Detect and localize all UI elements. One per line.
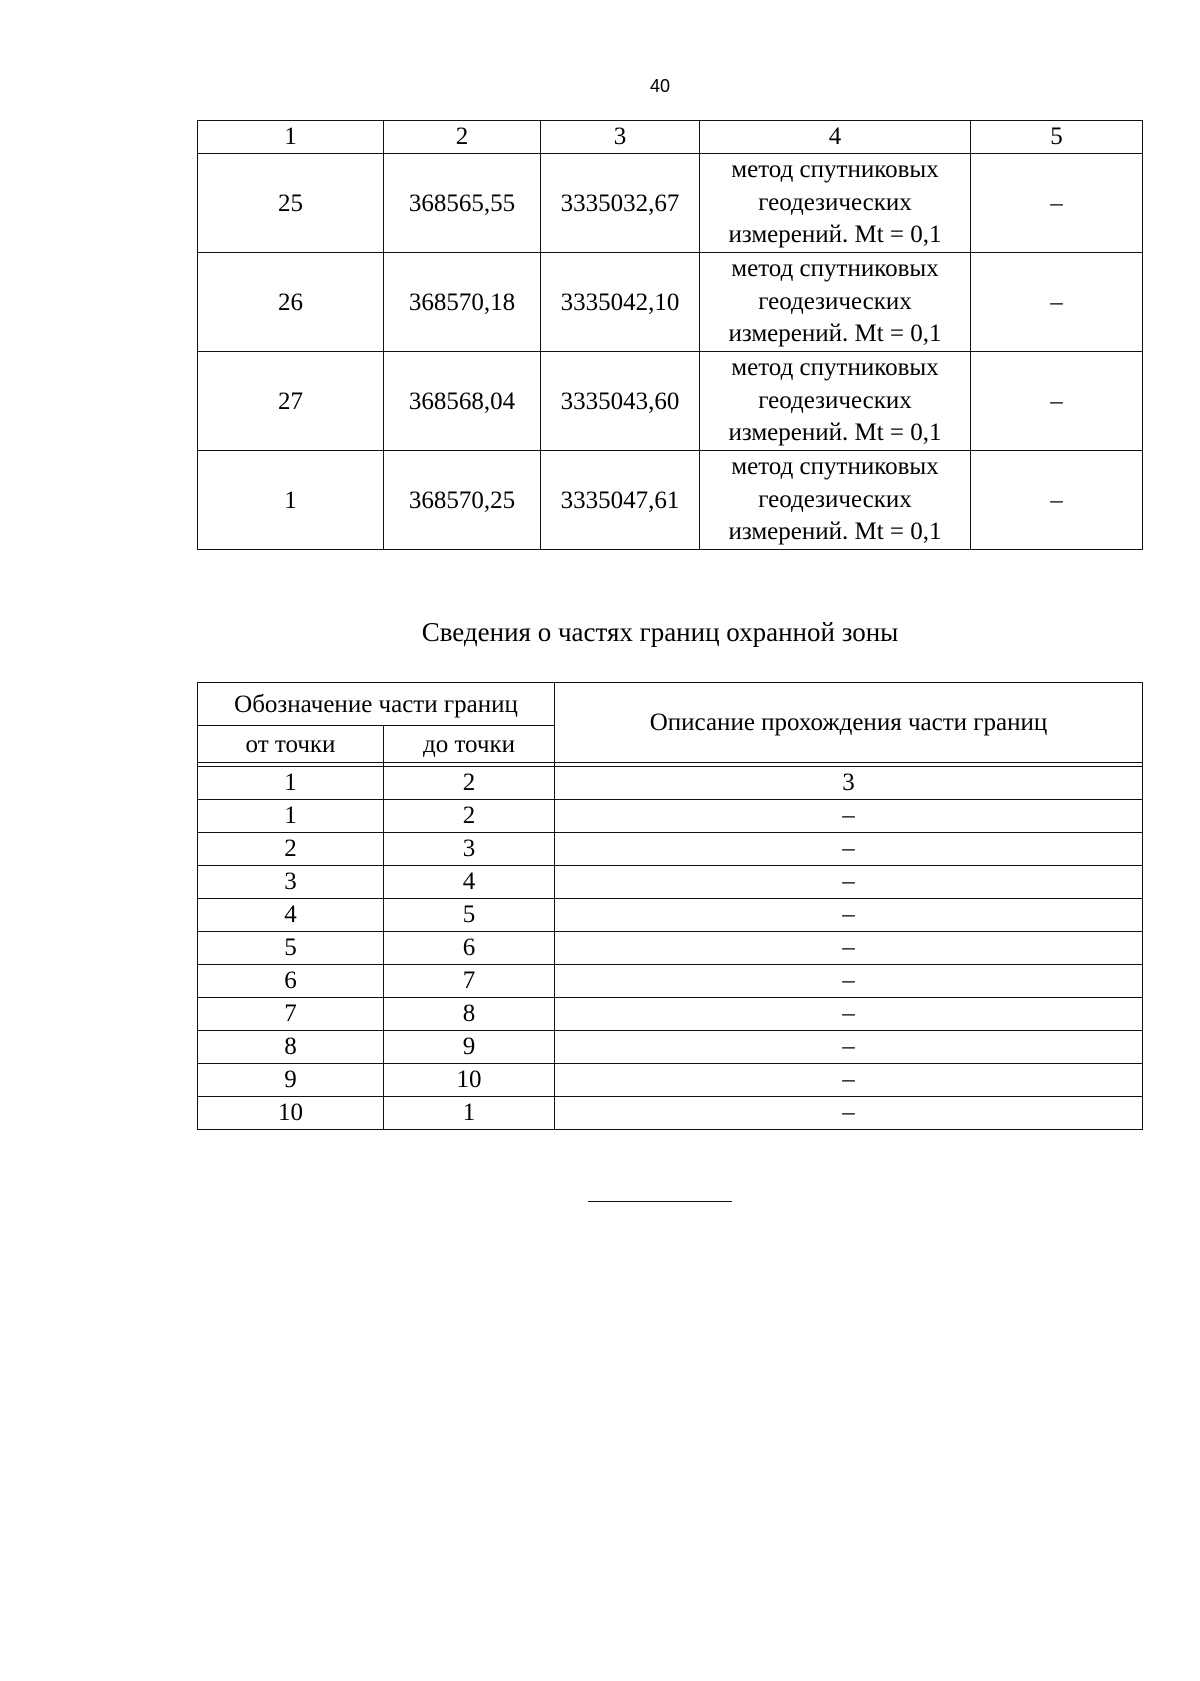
designation-header: Обозначение части границ xyxy=(198,683,555,726)
to-point: 7 xyxy=(384,965,555,998)
from-point: 8 xyxy=(198,1031,384,1064)
to-point: 1 xyxy=(384,1097,555,1130)
point-number: 26 xyxy=(198,253,384,352)
table-row xyxy=(198,154,1143,253)
table-row xyxy=(198,899,1143,932)
note-cell: – xyxy=(971,451,1143,550)
part-description: – xyxy=(555,998,1143,1031)
method-line: метод спутниковых xyxy=(731,255,939,283)
part-description: – xyxy=(555,932,1143,965)
part-description: – xyxy=(555,1031,1143,1064)
method-description xyxy=(700,352,971,451)
table-row xyxy=(198,800,1143,833)
column-number: 3 xyxy=(555,767,1143,800)
coordinates-header-row xyxy=(198,121,1143,154)
from-point: 6 xyxy=(198,965,384,998)
part-description: – xyxy=(555,833,1143,866)
method-line: геодезических xyxy=(758,287,912,315)
from-point: 4 xyxy=(198,899,384,932)
method-line: геодезических xyxy=(758,485,912,513)
method-line: метод спутниковых xyxy=(731,453,939,481)
coordinates-table xyxy=(197,120,1143,550)
section-title: Сведения о частях границ охранной зоны xyxy=(421,617,899,647)
y-coordinate: 3335042,10 xyxy=(541,253,700,352)
to-point: 6 xyxy=(384,932,555,965)
to-point: 9 xyxy=(384,1031,555,1064)
method-description xyxy=(700,154,971,253)
from-point: 9 xyxy=(198,1064,384,1097)
point-number: 25 xyxy=(198,154,384,253)
method-line: измерений. Mt = 0,1 xyxy=(728,221,942,249)
part-description: – xyxy=(555,965,1143,998)
x-coordinate: 368570,18 xyxy=(384,253,541,352)
end-of-document-line xyxy=(588,1201,732,1202)
column-number: 2 xyxy=(384,121,541,154)
column-number: 3 xyxy=(541,121,700,154)
column-numbers-row xyxy=(198,767,1143,800)
from-point: 7 xyxy=(198,998,384,1031)
x-coordinate: 368570,25 xyxy=(384,451,541,550)
method-line: метод спутниковых xyxy=(731,354,939,382)
method-line: измерений. Mt = 0,1 xyxy=(728,419,942,447)
to-point: 3 xyxy=(384,833,555,866)
column-number: 4 xyxy=(700,121,971,154)
table-row xyxy=(198,1097,1143,1130)
point-number: 27 xyxy=(198,352,384,451)
method-line: измерений. Mt = 0,1 xyxy=(728,518,942,546)
from-point: 10 xyxy=(198,1097,384,1130)
from-point: 1 xyxy=(198,800,384,833)
note-cell: – xyxy=(971,352,1143,451)
from-point: 3 xyxy=(198,866,384,899)
description-header: Описание прохождения части границ xyxy=(555,683,1143,763)
from-point: 2 xyxy=(198,833,384,866)
boundary-parts-table xyxy=(197,682,1143,1130)
part-description: – xyxy=(555,866,1143,899)
column-number: 2 xyxy=(384,767,555,800)
method-line: метод спутниковых xyxy=(731,156,939,184)
part-description: – xyxy=(555,800,1143,833)
column-number: 1 xyxy=(198,767,384,800)
part-description: – xyxy=(555,1097,1143,1130)
to-point: 8 xyxy=(384,998,555,1031)
from-point: 5 xyxy=(198,932,384,965)
part-description: – xyxy=(555,899,1143,932)
table-row xyxy=(198,1064,1143,1097)
method-line: геодезических xyxy=(758,386,912,414)
table-row xyxy=(198,253,1143,352)
table-row xyxy=(198,998,1143,1031)
table-row xyxy=(198,451,1143,550)
point-number: 1 xyxy=(198,451,384,550)
table-row xyxy=(198,932,1143,965)
y-coordinate: 3335032,67 xyxy=(541,154,700,253)
from-point-header: от точки xyxy=(198,726,384,763)
table-row xyxy=(198,352,1143,451)
table-row xyxy=(198,833,1143,866)
note-cell: – xyxy=(971,253,1143,352)
to-point: 5 xyxy=(384,899,555,932)
y-coordinate: 3335043,60 xyxy=(541,352,700,451)
to-point-header: до точки xyxy=(384,726,555,763)
to-point: 2 xyxy=(384,800,555,833)
method-description xyxy=(700,451,971,550)
table-row xyxy=(198,965,1143,998)
table-row xyxy=(198,1031,1143,1064)
page-number: 40 xyxy=(649,76,671,96)
parts-header-row xyxy=(198,683,1143,726)
method-description xyxy=(700,253,971,352)
method-line: геодезических xyxy=(758,188,912,216)
table-row xyxy=(198,866,1143,899)
to-point: 4 xyxy=(384,866,555,899)
x-coordinate: 368568,04 xyxy=(384,352,541,451)
y-coordinate: 3335047,61 xyxy=(541,451,700,550)
note-cell: – xyxy=(971,154,1143,253)
part-description: – xyxy=(555,1064,1143,1097)
x-coordinate: 368565,55 xyxy=(384,154,541,253)
column-number: 5 xyxy=(971,121,1143,154)
method-line: измерений. Mt = 0,1 xyxy=(728,320,942,348)
to-point: 10 xyxy=(384,1064,555,1097)
column-number: 1 xyxy=(198,121,384,154)
